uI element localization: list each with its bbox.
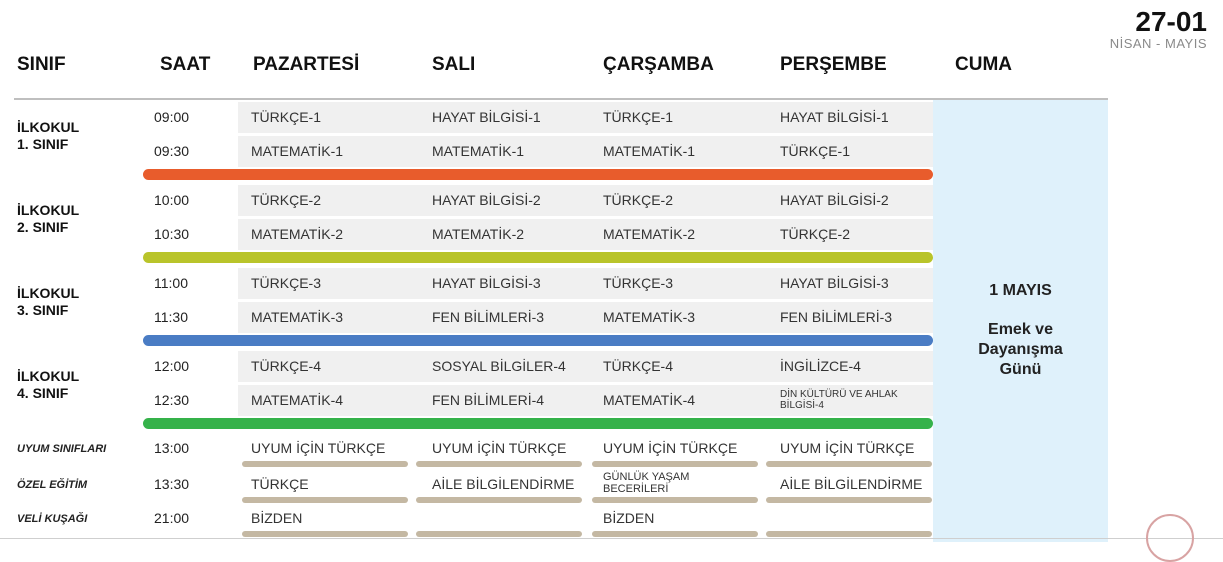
lesson-cell: MATEMATİK-3 — [603, 309, 696, 325]
lesson-cell: TÜRKÇE-1 — [251, 109, 322, 125]
date-months: NİSAN - MAYIS — [1109, 36, 1207, 51]
ministry-seal-icon — [1146, 514, 1194, 562]
header-sali: SALI — [432, 54, 476, 75]
row-separator — [242, 531, 408, 537]
time-slot: 09:00 — [154, 109, 190, 125]
time-slot: 11:00 — [154, 275, 188, 291]
row-separator — [592, 497, 758, 503]
lesson-cell: FEN BİLİMLERİ-3 — [780, 309, 893, 325]
lesson-cell: HAYAT BİLGİSİ-3 — [780, 275, 889, 291]
lesson-cell: MATEMATİK-4 — [251, 392, 344, 408]
lesson-cell: UYUM İÇİN TÜRKÇE — [432, 440, 567, 456]
grade-label-line: İLKOKUL — [17, 119, 80, 135]
lesson-cell: BİZDEN — [251, 510, 303, 526]
grade-divider-bar — [143, 335, 933, 346]
lesson-cell: MATEMATİK-2 — [432, 226, 525, 242]
lesson-cell: TÜRKÇE-3 — [251, 275, 322, 291]
lesson-cell: HAYAT BİLGİSİ-1 — [432, 109, 541, 125]
grade-label-line: İLKOKUL — [17, 368, 80, 384]
row-separator — [592, 531, 758, 537]
grade-label — [17, 119, 79, 153]
friday-holiday-title: 1 MAYIS — [989, 282, 1052, 299]
lesson-cell: TÜRKÇE-1 — [603, 109, 674, 125]
lesson-cell: FEN BİLİMLERİ-3 — [432, 309, 545, 325]
grade-label-line: İLKOKUL — [17, 285, 80, 301]
lesson-cell: TÜRKÇE-4 — [603, 358, 674, 374]
lesson-cell: MATEMATİK-1 — [251, 143, 344, 159]
time-slot: 13:00 — [154, 440, 190, 456]
friday-desc-line: Emek ve — [988, 321, 1053, 338]
header-saat: SAAT — [160, 54, 211, 75]
lesson-cell: UYUM İÇİN TÜRKÇE — [603, 440, 738, 456]
lesson-cell: İNGİLİZCE-4 — [780, 358, 861, 374]
lesson-cell: TÜRKÇE-2 — [780, 226, 851, 242]
lesson-cell: HAYAT BİLGİSİ-2 — [432, 192, 541, 208]
program-label: UYUM SINIFLARI — [17, 443, 107, 455]
time-slot: 09:30 — [154, 143, 190, 159]
friday-holiday-desc — [933, 320, 1108, 380]
lesson-cell: MATEMATİK-2 — [603, 226, 696, 242]
lesson-cell: GÜNLÜK YAŞAM BECERİLERİ — [603, 471, 690, 495]
grade-divider-bar — [143, 418, 933, 429]
lesson-cell: MATEMATİK-1 — [603, 143, 696, 159]
grade-label — [17, 285, 79, 319]
grade-label-line: 2. SINIF — [17, 219, 69, 235]
row-separator — [416, 461, 582, 467]
time-slot: 13:30 — [154, 476, 190, 492]
lesson-cell: TÜRKÇE-4 — [251, 358, 322, 374]
row-separator — [766, 461, 932, 467]
row-separator — [766, 497, 932, 503]
grade-label-line: İLKOKUL — [17, 202, 80, 218]
row-separator — [242, 497, 408, 503]
date-range: 27-01 — [1135, 6, 1207, 37]
lesson-cell: UYUM İÇİN TÜRKÇE — [780, 440, 915, 456]
lesson-cell: DİN KÜLTÜRÜ VE AHLAK BİLGİSİ-4 — [780, 389, 898, 411]
time-slot: 21:00 — [154, 510, 190, 526]
grade-label-line: 1. SINIF — [17, 136, 69, 152]
friday-desc-line: Dayanışma — [978, 341, 1063, 358]
time-slot: 11:30 — [154, 309, 188, 325]
time-slot: 12:30 — [154, 392, 190, 408]
lesson-cell: HAYAT BİLGİSİ-3 — [432, 275, 541, 291]
lesson-cell: TÜRKÇE-2 — [251, 192, 322, 208]
lesson-cell: MATEMATİK-2 — [251, 226, 344, 242]
time-slot: 12:00 — [154, 358, 190, 374]
grade-label-line: 3. SINIF — [17, 302, 69, 318]
lesson-cell: AİLE BİLGİLENDİRME — [780, 476, 923, 492]
lesson-cell: TÜRKÇE-2 — [603, 192, 674, 208]
lesson-cell: HAYAT BİLGİSİ-2 — [780, 192, 889, 208]
bottom-divider — [0, 538, 1223, 539]
lesson-cell: FEN BİLİMLERİ-4 — [432, 392, 545, 408]
grade-divider-bar — [143, 252, 933, 263]
grade-divider-bar — [143, 169, 933, 180]
lesson-cell: TÜRKÇE-1 — [780, 143, 851, 159]
time-slot: 10:00 — [154, 192, 190, 208]
grade-label — [17, 202, 79, 236]
lesson-cell: TÜRKÇE-3 — [603, 275, 674, 291]
program-label: VELİ KUŞAĞI — [17, 513, 88, 525]
row-separator — [766, 531, 932, 537]
grade-label — [17, 368, 79, 402]
header-pazartesi: PAZARTESİ — [253, 54, 360, 75]
lesson-cell: AİLE BİLGİLENDİRME — [432, 476, 575, 492]
header-sinif: SINIF — [17, 54, 66, 75]
lesson-cell: BİZDEN — [603, 510, 655, 526]
row-separator — [416, 531, 582, 537]
row-separator — [416, 497, 582, 503]
lesson-cell: MATEMATİK-1 — [432, 143, 525, 159]
row-separator — [592, 461, 758, 467]
friday-desc-line: Günü — [999, 361, 1042, 378]
program-label: ÖZEL EĞİTİM — [17, 479, 88, 491]
lesson-cell: MATEMATİK-4 — [603, 392, 696, 408]
lesson-cell: MATEMATİK-3 — [251, 309, 344, 325]
header-cuma: CUMA — [955, 54, 1012, 75]
grade-label-line: 4. SINIF — [17, 385, 69, 401]
lesson-cell: UYUM İÇİN TÜRKÇE — [251, 440, 386, 456]
header-persembe: PERŞEMBE — [780, 54, 887, 75]
lesson-cell: HAYAT BİLGİSİ-1 — [780, 109, 889, 125]
row-separator — [242, 461, 408, 467]
header-carsamba: ÇARŞAMBA — [603, 54, 714, 75]
lesson-cell: TÜRKÇE — [251, 476, 309, 492]
time-slot: 10:30 — [154, 226, 190, 242]
lesson-cell: SOSYAL BİLGİLER-4 — [432, 358, 566, 374]
